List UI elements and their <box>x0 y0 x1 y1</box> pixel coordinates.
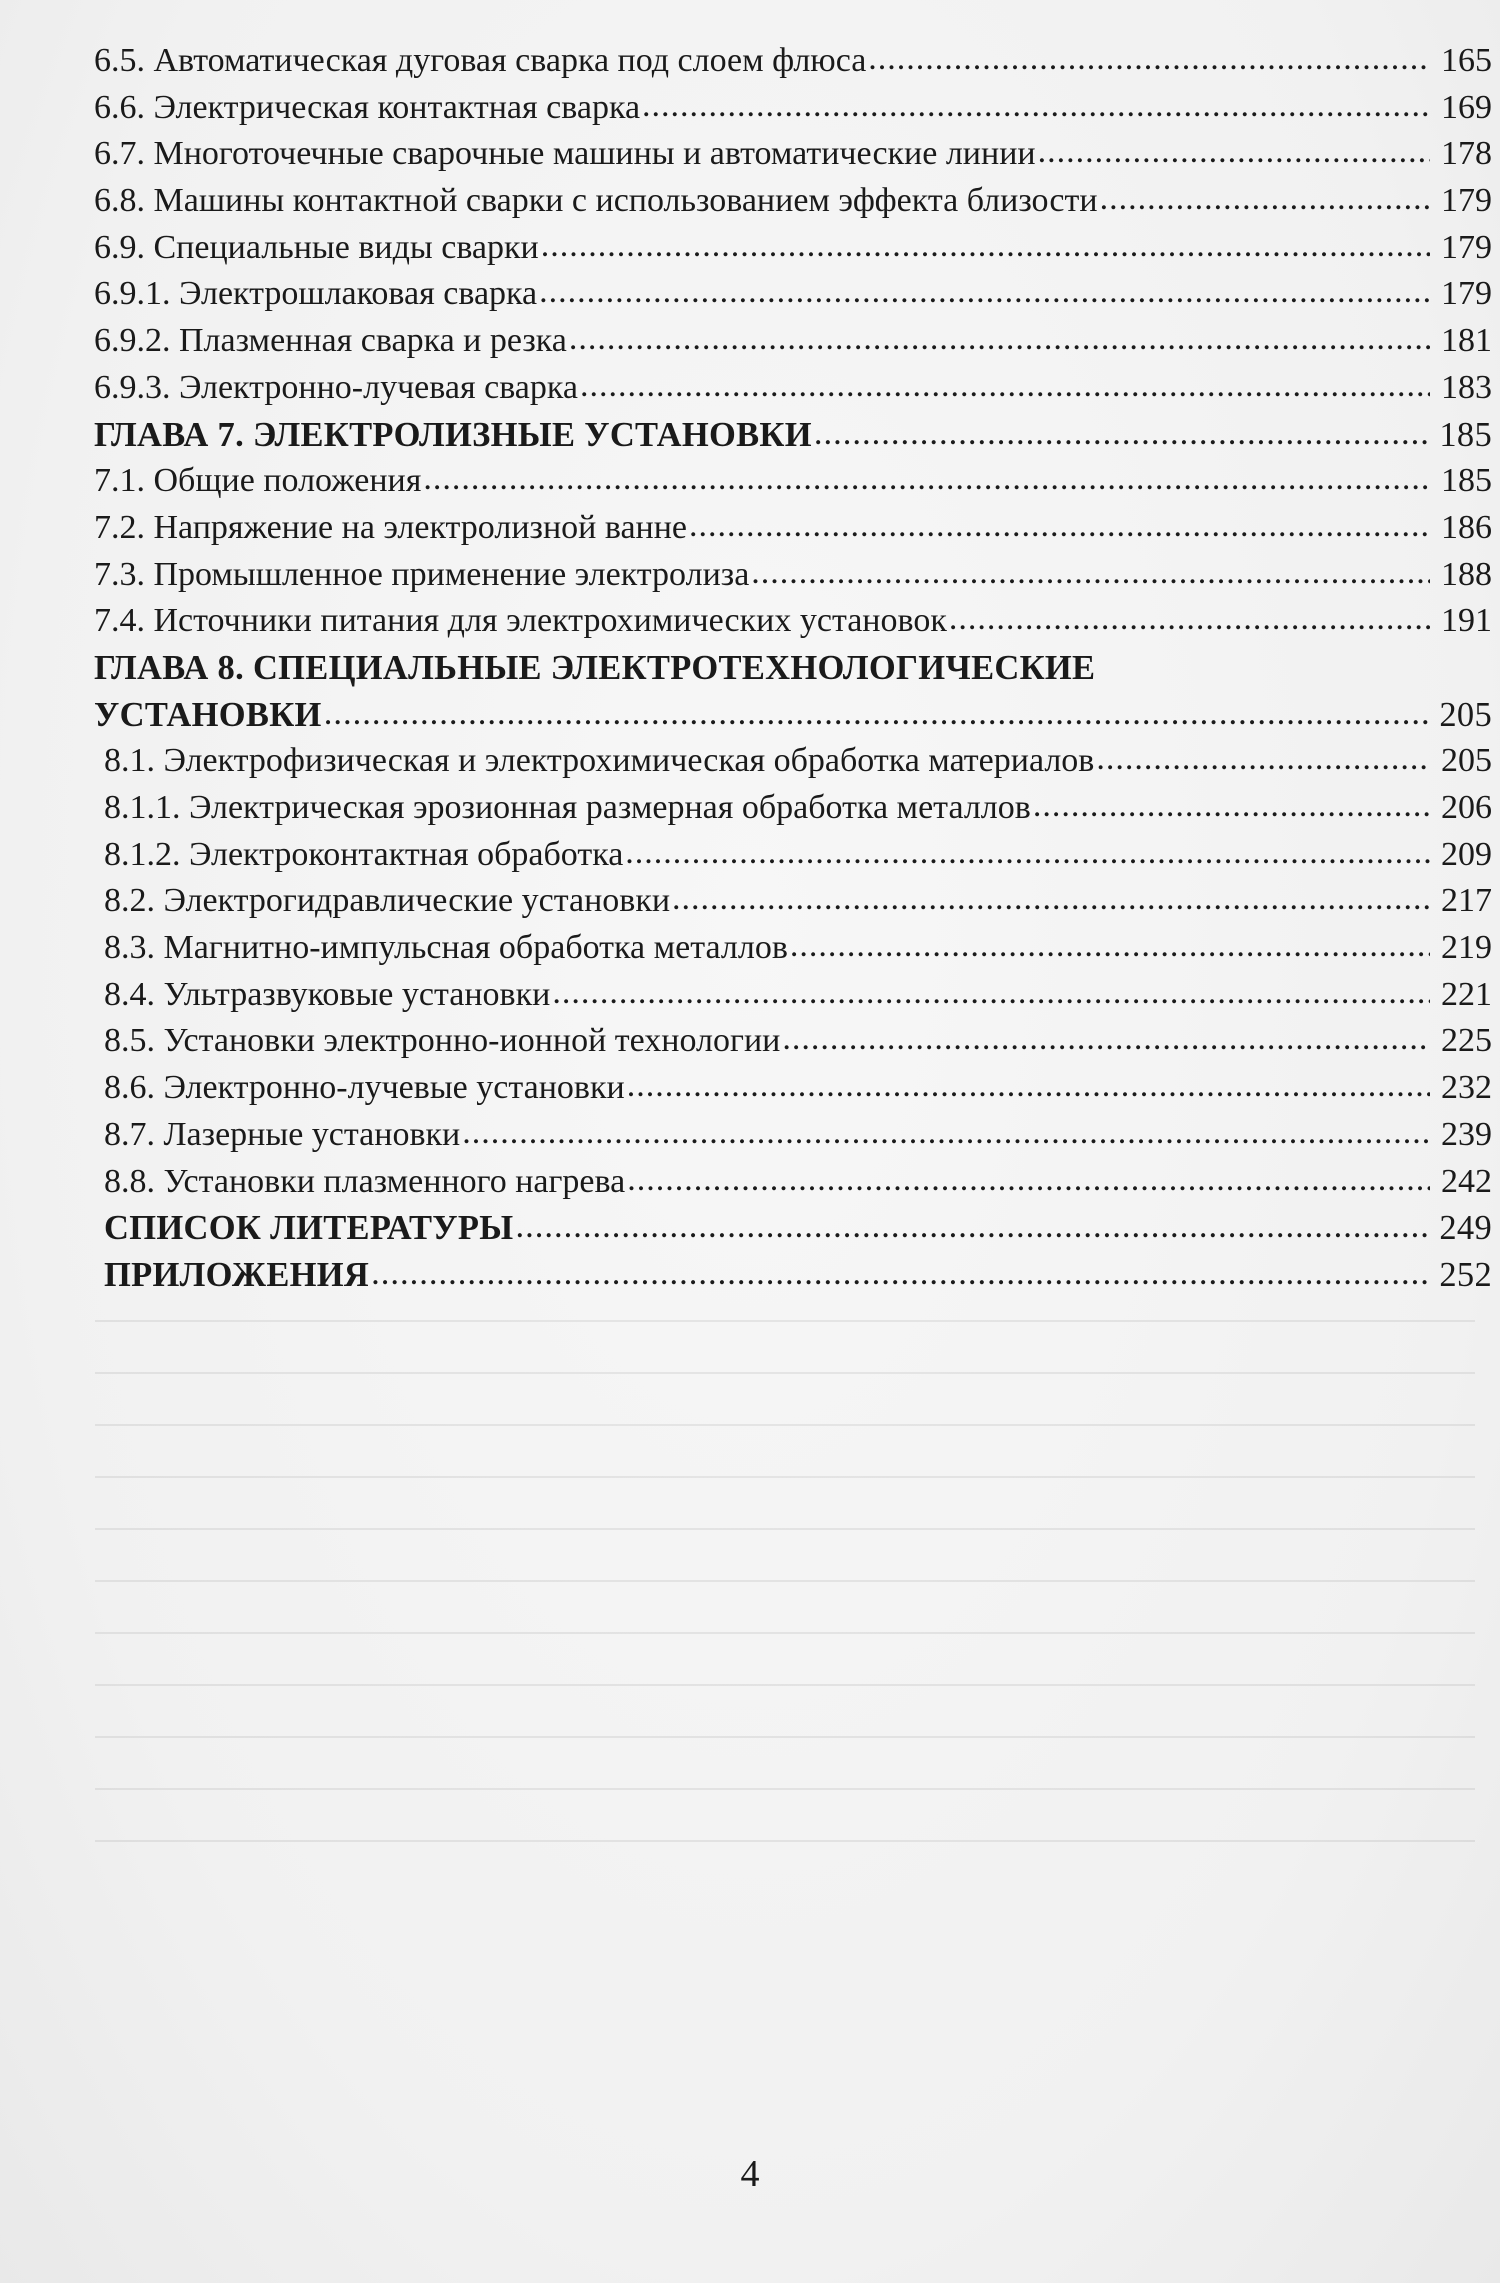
dot-leader <box>541 223 1430 270</box>
table-of-contents <box>94 38 1492 1299</box>
toc-entry <box>94 271 1492 318</box>
dot-leader <box>324 690 1430 737</box>
dot-leader <box>552 970 1430 1017</box>
toc-entry-title: 7.4. Источники питания для электрохимических установок <box>94 602 947 640</box>
dot-leader <box>580 363 1430 410</box>
toc-page-number: 205 <box>1441 742 1492 780</box>
toc-entry-title: 6.9.3. Электронно-лучевая сварка <box>94 368 578 406</box>
toc-entry-title: УСТАНОВКИ <box>94 695 322 734</box>
toc-page-number: 188 <box>1441 555 1492 593</box>
toc-entry <box>94 318 1492 365</box>
toc-page-number: 185 <box>1441 462 1492 500</box>
dot-leader <box>1038 129 1430 176</box>
toc-page-number: 225 <box>1441 1022 1492 1060</box>
toc-page-number: 165 <box>1441 42 1492 79</box>
toc-entry-title: 6.5. Автоматическая дуговая сварка под слоем флюса <box>94 42 867 79</box>
toc-entry-title: 8.3. Магнитно-импульсная обработка металлов <box>104 929 788 967</box>
toc-page-number: 183 <box>1441 368 1492 406</box>
toc-page-number: 186 <box>1441 508 1492 546</box>
dot-leader <box>751 550 1430 597</box>
dot-leader <box>949 596 1430 643</box>
dot-leader <box>814 410 1430 457</box>
dot-leader <box>371 1250 1430 1297</box>
toc-page-number: 179 <box>1441 228 1492 266</box>
dot-leader <box>1033 783 1430 830</box>
toc-entry <box>94 785 1492 832</box>
toc-entry-title: 8.1.1. Электрическая эрозионная размерная обработка металлов <box>104 789 1031 826</box>
toc-entry-title: ПРИЛОЖЕНИЯ <box>104 1255 370 1294</box>
dot-leader <box>868 36 1430 83</box>
toc-entry <box>94 131 1492 178</box>
toc-entry <box>94 832 1492 879</box>
toc-page-number: 191 <box>1441 602 1492 640</box>
toc-entry <box>94 85 1492 132</box>
toc-entry-title: 6.9. Специальные виды сварки <box>94 228 539 266</box>
dot-leader <box>462 1110 1430 1157</box>
toc-entry-title: 6.8. Машины контактной сварки с использованием эффекта близости <box>94 182 1098 220</box>
dot-leader <box>672 876 1430 923</box>
toc-page-number: 178 <box>1441 135 1492 173</box>
toc-entry-title: ГЛАВА 8. СПЕЦИАЛЬНЫЕ ЭЛЕКТРОТЕХНОЛОГИЧЕСКИЕ <box>94 648 1096 687</box>
dot-leader <box>689 503 1430 550</box>
toc-entry <box>94 598 1492 645</box>
toc-chapter-heading <box>94 692 1492 739</box>
toc-entry-title: 6.9.1. Электрошлаковая сварка <box>94 275 538 313</box>
toc-entry-title: 6.7. Многоточечные сварочные машины и автоматические линии <box>94 135 1036 173</box>
toc-entry <box>94 925 1492 972</box>
toc-entry-title: 8.7. Лазерные установки <box>104 1115 461 1153</box>
toc-entry <box>94 552 1492 599</box>
toc-chapter-heading <box>94 1252 1492 1299</box>
toc-page-number: 181 <box>1441 322 1492 360</box>
toc-entry <box>94 505 1492 552</box>
dot-leader <box>515 1203 1430 1250</box>
toc-entry-title: 7.3. Промышленное применение электролиза <box>94 555 750 593</box>
toc-page-number: 185 <box>1439 415 1492 454</box>
dot-leader <box>1100 176 1430 223</box>
toc-chapter-heading <box>94 645 1492 692</box>
toc-page-number: 221 <box>1441 975 1492 1013</box>
toc-page-number: 232 <box>1441 1069 1492 1107</box>
toc-entry <box>94 225 1492 272</box>
toc-page-number: 249 <box>1439 1209 1492 1248</box>
toc-entry-title: 8.1. Электрофизическая и электрохимическая обработка материалов <box>104 742 1095 780</box>
toc-entry <box>94 1065 1492 1112</box>
toc-entry-title: 6.6. Электрическая контактная сварка <box>94 88 641 126</box>
dot-leader <box>790 923 1430 970</box>
toc-entry <box>94 458 1492 505</box>
toc-entry <box>94 878 1492 925</box>
dot-leader <box>539 269 1430 316</box>
toc-page-number: 205 <box>1439 695 1492 734</box>
toc-entry-title: 6.9.2. Плазменная сварка и резка <box>94 322 567 360</box>
toc-chapter-heading <box>94 412 1492 459</box>
toc-entry-title: 8.1.2. Электроконтактная обработка <box>104 835 624 873</box>
toc-entry <box>94 365 1492 412</box>
toc-entry-title: 7.1. Общие положения <box>94 462 422 500</box>
toc-entry-title: 7.2. Напряжение на электролизной ванне <box>94 508 688 546</box>
toc-page-number: 206 <box>1441 789 1492 826</box>
toc-entry <box>94 178 1492 225</box>
dot-leader <box>627 1063 1430 1110</box>
toc-entry <box>94 1112 1492 1159</box>
toc-chapter-heading <box>94 1205 1492 1252</box>
dot-leader <box>782 1016 1430 1063</box>
toc-page-number: 179 <box>1441 275 1492 313</box>
toc-entry <box>94 738 1492 785</box>
dot-leader <box>1096 736 1430 783</box>
dot-leader <box>569 316 1430 363</box>
toc-entry <box>94 972 1492 1019</box>
toc-entry-title: 8.2. Электрогидравлические установки <box>104 882 671 920</box>
toc-page-number: 252 <box>1439 1255 1492 1294</box>
toc-entry-title: СПИСОК ЛИТЕРАТУРЫ <box>104 1209 514 1248</box>
toc-page-number: 239 <box>1441 1115 1492 1153</box>
toc-entry <box>94 1018 1492 1065</box>
bleed-through <box>95 1320 1475 1920</box>
toc-entry-title: 8.6. Электронно-лучевые установки <box>104 1069 625 1107</box>
dot-leader <box>423 456 1430 503</box>
toc-page-number: 169 <box>1441 88 1492 126</box>
toc-page-number: 209 <box>1441 835 1492 873</box>
toc-entry-title: 8.5. Установки электронно-ионной технологии <box>104 1022 781 1060</box>
toc-entry <box>94 1159 1492 1206</box>
dot-leader <box>642 83 1430 130</box>
dot-leader <box>627 1157 1430 1204</box>
toc-page-number: 219 <box>1441 929 1492 967</box>
toc-page-number: 179 <box>1441 182 1492 220</box>
toc-entry-title: ГЛАВА 7. ЭЛЕКТРОЛИЗНЫЕ УСТАНОВКИ <box>94 415 812 454</box>
toc-entry-title: 8.8. Установки плазменного нагрева <box>104 1162 626 1200</box>
toc-page-number: 217 <box>1441 882 1492 920</box>
toc-entry <box>94 38 1492 85</box>
toc-page-number: 242 <box>1441 1162 1492 1200</box>
page-number: 4 <box>740 2153 760 2195</box>
dot-leader <box>625 830 1430 877</box>
toc-entry-title: 8.4. Ультразвуковые установки <box>104 975 551 1013</box>
